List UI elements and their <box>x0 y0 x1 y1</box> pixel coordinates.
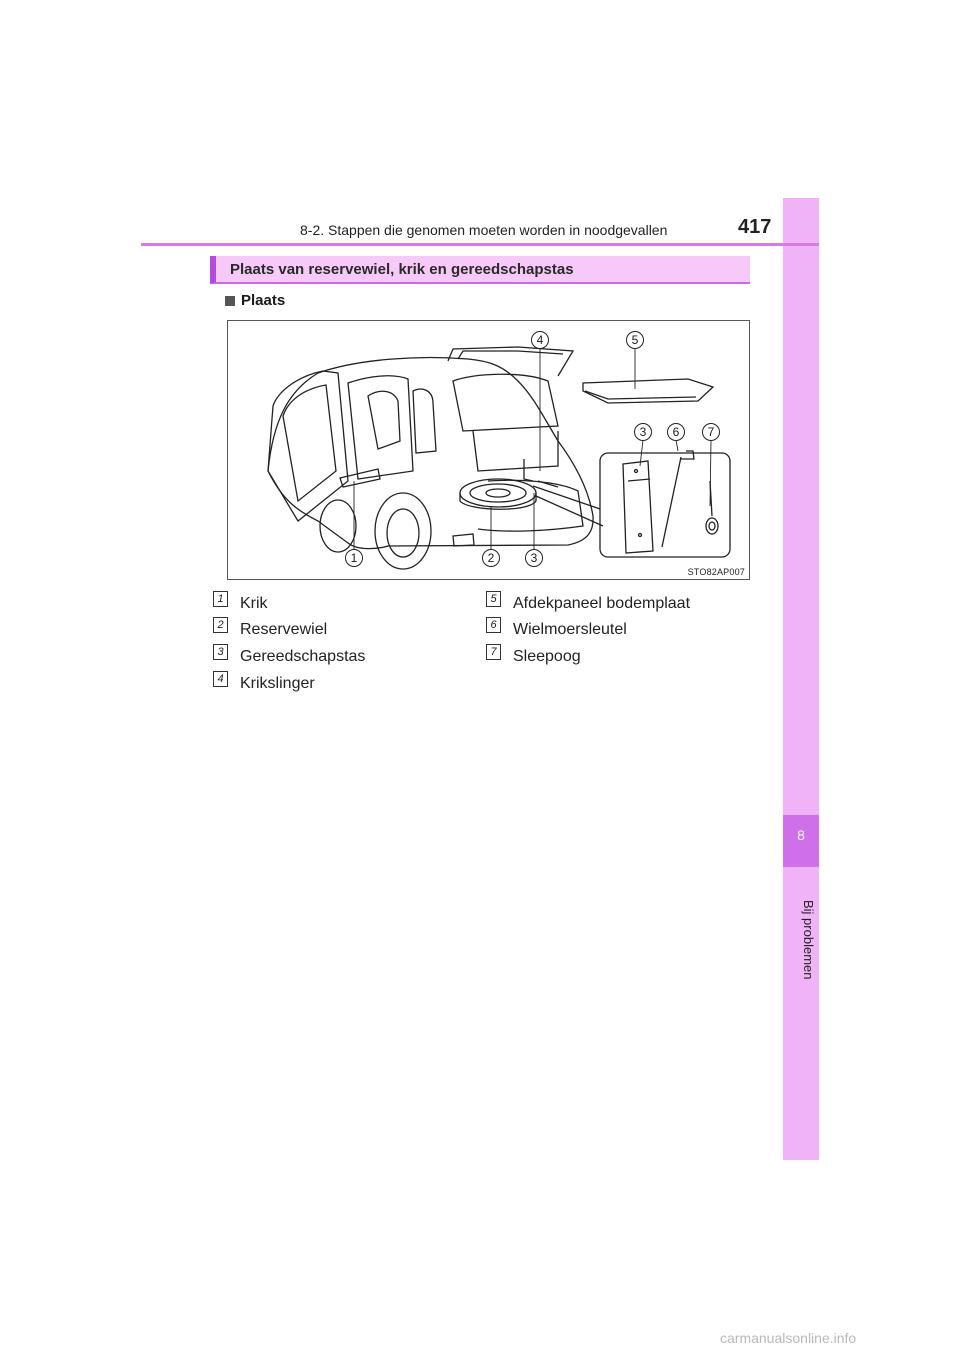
location-illustration <box>227 320 750 580</box>
legend-number: 6 <box>486 617 501 633</box>
legend-item-5 <box>486 595 690 613</box>
chapter-number: 8 <box>797 827 805 843</box>
legend-item-1 <box>213 595 268 613</box>
callout-7: 7 <box>702 423 720 441</box>
section-header <box>210 256 750 284</box>
square-bullet-icon <box>225 296 235 306</box>
page-number: 417 <box>738 216 772 238</box>
car-illustration <box>228 321 751 581</box>
legend-item-7 <box>486 648 581 666</box>
legend-label: Afdekpaneel bodemplaat <box>513 595 691 612</box>
legend-number: 7 <box>486 644 501 660</box>
callout-6: 6 <box>667 423 685 441</box>
callout-1: 1 <box>345 549 363 567</box>
legend-label: Sleepoog <box>513 648 581 665</box>
side-tab-strip <box>783 198 819 1160</box>
callout-2: 2 <box>482 549 500 567</box>
legend-number: 2 <box>213 617 228 633</box>
legend-number: 5 <box>486 591 501 607</box>
callout-3-bottom: 3 <box>525 549 543 567</box>
callout-5: 5 <box>626 331 644 349</box>
legend-number: 1 <box>213 591 228 607</box>
section-title: Plaats van reservewiel, krik en gereedschapstas <box>230 261 574 278</box>
legend-label: Krik <box>240 595 268 612</box>
callout-4: 4 <box>531 331 549 349</box>
legend-label: Wielmoersleutel <box>513 621 627 638</box>
figure-code: STO82AP007 <box>687 567 745 577</box>
callout-3-detail: 3 <box>634 423 652 441</box>
legend-label: Gereedschapstas <box>240 648 366 665</box>
watermark: carmanualsonline.info <box>720 1330 857 1346</box>
subheading-text: Plaats <box>241 292 286 309</box>
legend-item-3 <box>213 648 365 666</box>
legend-number: 3 <box>213 644 228 660</box>
legend-label: Krikslinger <box>240 675 315 692</box>
legend-label: Reservewiel <box>240 621 328 638</box>
header-title: 8-2. Stappen die genomen moeten worden in noodgevallen <box>300 222 668 238</box>
legend-number: 4 <box>213 671 228 687</box>
legend-item-4 <box>213 675 315 693</box>
car-outline <box>268 347 730 569</box>
legend-item-2 <box>213 621 327 639</box>
chapter-label: Bij problemen <box>801 900 816 980</box>
subheading <box>225 292 285 309</box>
header-divider <box>141 243 819 246</box>
legend-item-6 <box>486 621 627 639</box>
